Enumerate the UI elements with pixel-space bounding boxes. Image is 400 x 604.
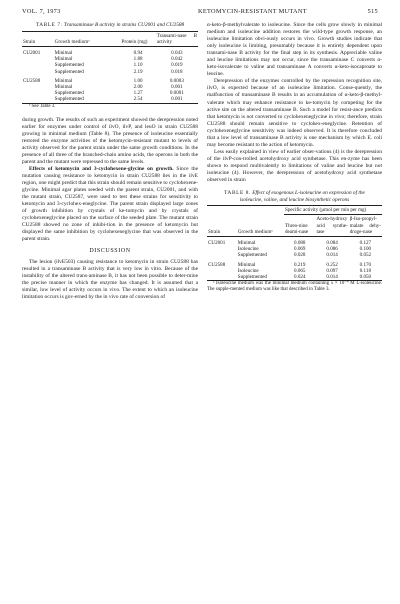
table7-label: TABLE 7. [35, 22, 63, 28]
table-cell: 2.54 [121, 96, 156, 103]
table-cell: 0.0001 [169, 90, 184, 97]
volume-label: VOL. 7, 1973 [22, 8, 61, 15]
table-cell: Supplemented [54, 96, 121, 103]
table-cell: Minimal [54, 77, 73, 84]
body-paragraph: Less easily explained in view of earlier obser-vations (4) is the derepression of the ilvP-con-trolled acetohydroxy acid synthetase. This en-zyme has been shown to respond multivalently to limitations of valine and leucine but not isoleucine (4). However, the derepression of acetohydroxy acid synthetase observed in strain [207, 148, 382, 184]
table-cell: Isoleucine [237, 246, 259, 253]
table7-footnote: ᵃ See Table 3. [29, 103, 56, 109]
table-row [207, 274, 382, 281]
right-column [207, 22, 382, 293]
table-cell: 0.043 [171, 50, 183, 56]
table7-title: Transaminase B activity in strains CU2001 and CU2588 [63, 22, 185, 28]
discussion-heading: DISCUSSION [89, 248, 131, 255]
table7-header-row [22, 31, 198, 46]
effects-text: Since the mutation causing resistance to ketomycin in strain CU2588 lies in the ilvE region, one might predict that this strain should remain sensitive to cyclohexene-glycine. Minimal agar plates seeded with the parent strain, CU2001, and with the mutant strain, CU2587, were used to test these strains for sensitivity to ketomycin and 3-cyclohex-eneglycine. The parent strain displayed large zones of growth inhibition by crystals of ke-tomycin and by crystals of cyclohexeneglycine placed on the surface of the seeded plate. The mutant strain CU2588 showed no zone of inhibi-tion in the presence of ketomycin but displayed the same inhibition by cyclohexeneglycine that was observed in the parent strain. [22, 165, 198, 243]
table-cell: Supplemented [54, 68, 84, 75]
table-cell: 0.042 [171, 56, 183, 63]
table-cell: 0.219 [294, 261, 306, 268]
table-cell: 0.019 [171, 62, 183, 69]
table-cell: Minimal [54, 50, 73, 56]
table-cell: 0.088 [294, 240, 306, 247]
table7-header-cell: Transami-nase B activity [156, 32, 197, 45]
table-cell: 0.014 [326, 252, 338, 259]
table-cell: 1.27 [133, 90, 143, 97]
running-title: KETOMYCIN-RESISTANT MUTANT [198, 8, 307, 15]
table-cell: 0.100 [359, 246, 372, 253]
table8-caption [213, 190, 376, 203]
table-cell: 0.001 [171, 84, 183, 91]
table8-title: Effect of exogenous L-isoleucine on expression of the isoleucine, valine, and leucine biosynthetic operons [239, 190, 365, 203]
table8-footnote: ᵃ Isoleucine medium was the minimal medium containing 5 × 10⁻⁴ M L-isoleucine. The supple-mented medium was like that described in Table 3. [207, 281, 382, 293]
table-cell: Minimal [54, 56, 73, 63]
table-cell: 0.069 [294, 246, 306, 253]
table-cell: CU2001 [208, 240, 226, 247]
table-cell: CU2588 [23, 77, 41, 84]
table8-header-group-row [207, 206, 382, 215]
table-row [22, 47, 198, 57]
table-cell: 0.028 [294, 252, 306, 259]
table-cell: Supplemented [237, 274, 284, 281]
table-cell: 0.024 [284, 274, 316, 281]
table-cell: 2.19 [133, 68, 143, 75]
table-cell: Supplemented [54, 90, 84, 97]
table-cell: 0.127 [359, 240, 372, 247]
table-cell: 0.014 [316, 274, 349, 281]
table8-header-cell: Threo-nine deami-nase [284, 215, 316, 237]
table8-header-cell: Aceto-hydroxy acid synthe-tase [316, 216, 348, 235]
table8-header-cell: β-Iso-propyl-malate dehy-droge-nase [349, 216, 381, 235]
table-cell: 0.084 [326, 240, 338, 247]
table-cell: Minimal [237, 240, 256, 247]
table-row [22, 75, 198, 84]
table8-header-cell: Growth mediumᵃ [237, 206, 284, 237]
table7-header-cell: Strain [22, 31, 54, 46]
table-cell: 0.252 [326, 261, 338, 268]
table8-header-group: Specific activity (µmol per min per mg) [284, 206, 382, 215]
table-cell: Supplemented [237, 252, 267, 259]
table7-header-cell: Growth mediumᵃ [54, 31, 121, 46]
table-cell: 0.018 [171, 68, 183, 75]
table-cell: 0.052 [359, 252, 372, 259]
table-cell: 0.086 [326, 246, 338, 253]
body-paragraph: during growth. The results of such an experiment showed the derepression noted earlier for enzymes under control of ilvO, ilvP, and leuO in strain CU2588 growing in minimal medium (Table 8). The presence of isoleucine essentially restored the enzyme activities of the ketomycin-resistant mutant to levels of activity observed for the parent strain under the same growth conditions. In the presence of all three of the branched-chain amino acids, the operons in both the parent and the mutant were repressed to the same levels. [22, 116, 198, 165]
table-cell: 2.00 [133, 84, 143, 91]
discussion-paragraph: The lesion (ilvE503) causing resistance to ketomycin in strain CU2588 has resulted in a transaminase B activity that is very low in vitro. Because of the instability of the altered trans-aminase B, it has not been possible to deter-mine the precise manner in which the enzyme has changed. It is assumed that a similar, low level of activity occurs in vivo. The extent to which an isoleucine limitation occurs is gov-erned by the in vivo rate of conversion of [22, 258, 198, 300]
body-paragraph: α-keto-β-methylvalerate to isoleucine. Since the cells grow slowly in minimal medium and isoleucine addition restores the wild-type growth response, an isoleucine limitation obvi-ously occurs in vivo. Growth studies indicate that only isoleucine is limiting, presumably because it is entirely dependent upon transami-nase B activity for the final step in its synthesis. Appreciable valine and leucine limitations may not occur, since the transaminase C converts α-keto-isovalerate to valine and transaminase A converts α-keto-isocaproate to leucine. [207, 22, 382, 78]
table-cell [22, 96, 54, 103]
body-paragraph: Derepression of the enzymes controlled by the repression recognition site, ilvO, is expected because of an isoleucine limitation. Conse-quently, the malfunction of transaminase B results in an accumulation of α-keto-β-methyl-valerate which may enhance resistance to ke-tomycin by competing for the active site on the altered transaminase B. Such a model for resist-ance predicts that ketomycin is not converted to cyclohexeneglycine in vivo; therefore, strain CU2588 should remain sensitive to cyclohex-eneglycine. Retention of cyclohexeneglycine sensitivity was indeed observed. It is therefore concluded that a low level of transaminase B activity is one mechanism by which E. coli may become resistant to the action of ketomycin. [207, 78, 382, 148]
table-cell: 0.050 [349, 274, 382, 281]
page-number: 515 [367, 8, 378, 15]
table-cell: CU2588 [208, 261, 226, 268]
table-cell: 0.0003 [169, 77, 184, 84]
page-header [22, 8, 378, 18]
table-cell: Minimal [237, 261, 256, 268]
table-row [207, 259, 382, 268]
table-cell [207, 274, 237, 281]
table-cell: 0.065 [294, 267, 306, 274]
table7-caption [28, 22, 192, 29]
table-cell: 0.94 [133, 50, 143, 56]
table-cell: 1.00 [133, 77, 143, 84]
table8-header-cell: Strain [207, 206, 237, 237]
table-cell: 0.097 [326, 267, 338, 274]
table8 [207, 205, 382, 281]
table-cell: 1.88 [133, 56, 143, 63]
table8-label: TABLE 8. [224, 190, 251, 197]
effects-paragraph [22, 166, 198, 244]
table-cell: 0.001 [156, 96, 198, 103]
table-cell: 1.10 [133, 62, 143, 69]
table7 [22, 31, 198, 104]
table-cell: Supplemented [54, 62, 84, 69]
effects-heading: Effects of ketomycin and 3-cyclohexene-glycine on growth. [29, 165, 174, 172]
table-cell: 0.170 [359, 261, 372, 268]
table-cell: Isoleucine [237, 267, 259, 274]
table7-header-cell: Protein (mg) [121, 31, 156, 46]
table-row [207, 237, 382, 247]
table-cell: 0.118 [359, 267, 372, 274]
table-row [22, 96, 198, 103]
table-cell: CU2001 [23, 50, 41, 56]
table-cell: Minimal [54, 84, 73, 91]
left-column [22, 22, 198, 301]
